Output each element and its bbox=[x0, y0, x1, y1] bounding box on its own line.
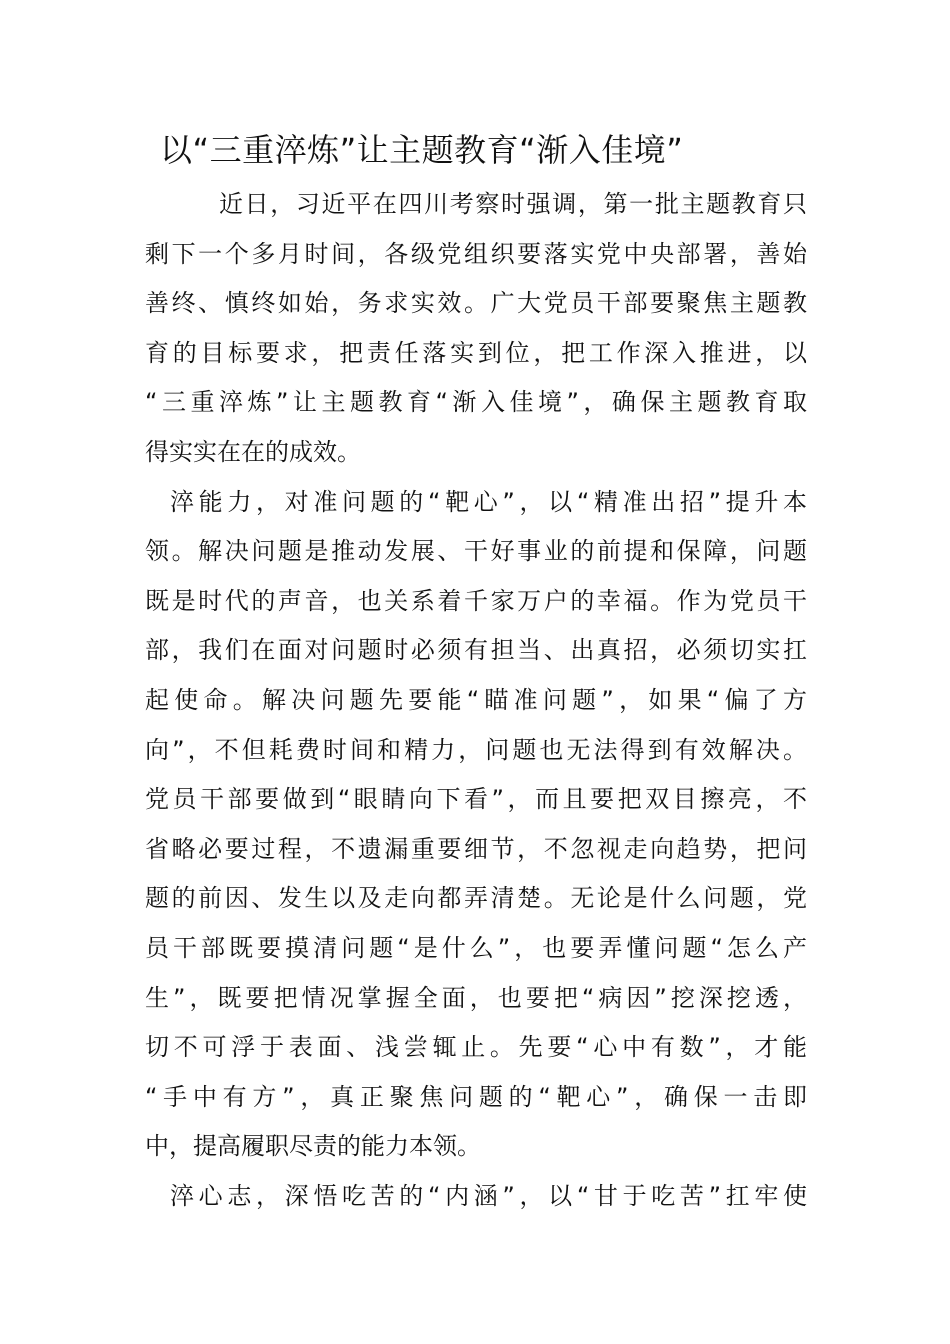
document-body bbox=[145, 180, 807, 1221]
text-line: 得实实在在的成效。 bbox=[145, 437, 361, 466]
text-line: 既是时代的声音，也关系着千家万户的幸福。作为党员干 bbox=[145, 586, 807, 615]
text-line: “手中有方”，真正聚焦问题的“靶心”，确保一击即 bbox=[145, 1082, 807, 1111]
text-line: 育的目标要求，把责任落实到位，把工作深入推进，以 bbox=[145, 338, 807, 367]
text-line: 近日，习近平在四川考察时强调，第一批主题教育只 bbox=[219, 190, 807, 218]
text-line: 领。解决问题是推动发展、干好事业的前提和保障，问题 bbox=[145, 537, 807, 566]
text-line: 生”，既要把情况掌握全面，也要把“病因”挖深挖透， bbox=[145, 983, 807, 1012]
document-title: 以“三重淬炼”让主题教育“渐入佳境” bbox=[160, 131, 684, 169]
text-line: 起使命。解决问题先要能“瞄准问题”，如果“偏了方 bbox=[145, 685, 807, 714]
text-line: 淬能力，对准问题的“靶心”，以“精准出招”提升本 bbox=[170, 487, 807, 516]
paragraph-ability bbox=[145, 478, 807, 1172]
text-line: 向”，不但耗费时间和精力，问题也无法得到有效解决。 bbox=[145, 735, 807, 764]
text-line: 切不可浮于表面、浅尝辄止。先要“心中有数”，才能 bbox=[145, 1033, 807, 1062]
paragraph-will bbox=[145, 1172, 807, 1222]
text-line: “三重淬炼”让主题教育“渐入佳境”，确保主题教育取 bbox=[145, 388, 807, 417]
text-line: 题的前因、发生以及走向都弄清楚。无论是什么问题，党 bbox=[145, 884, 807, 913]
text-line: 善终、慎终如始，务求实效。广大党员干部要聚焦主题教 bbox=[145, 289, 807, 318]
text-line: 省略必要过程，不遗漏重要细节，不忽视走向趋势，把问 bbox=[145, 834, 807, 863]
text-line: 剩下一个多月时间，各级党组织要落实党中央部署，善始 bbox=[145, 239, 807, 268]
text-line: 淬心志，深悟吃苦的“内涵”，以“甘于吃苦”扛牢使 bbox=[170, 1181, 807, 1210]
text-line: 党员干部要做到“眼睛向下看”，而且要把双目擦亮，不 bbox=[145, 785, 807, 814]
text-line: 员干部既要摸清问题“是什么”，也要弄懂问题“怎么产 bbox=[145, 933, 807, 962]
text-line: 中，提高履职尽责的能力本领。 bbox=[145, 1132, 481, 1161]
text-line: 部，我们在面对问题时必须有担当、出真招，必须切实扛 bbox=[145, 636, 807, 665]
paragraph-intro bbox=[145, 180, 807, 478]
